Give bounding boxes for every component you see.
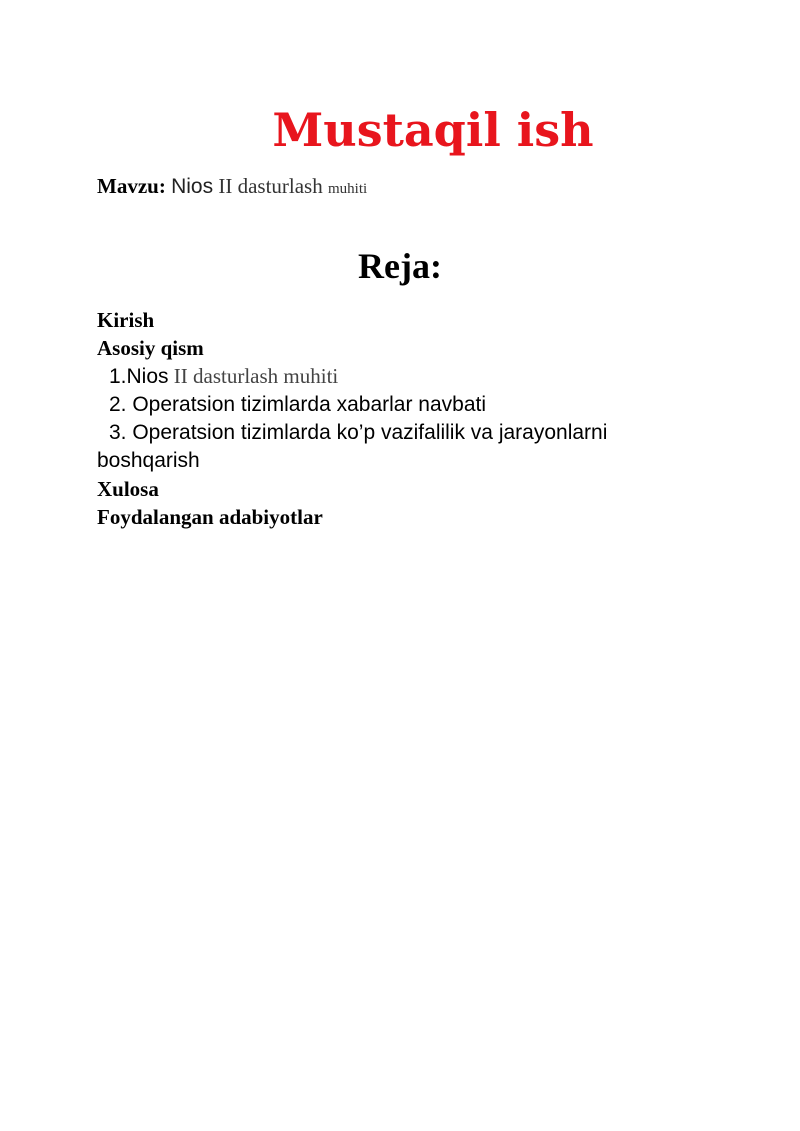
outline-item-1-prefix: 1.Nios [109,365,169,388]
topic-small-text: muhiti [327,181,368,197]
topic-label: Mavzu: [97,174,166,198]
outline-intro: Kirish [97,308,155,332]
topic-line [97,172,367,203]
outline-conclusion: Xulosa [97,477,159,501]
plan-heading: Reja: [358,246,442,286]
topic-text: II dasturlash [218,174,323,198]
topic-nios: Nios [171,175,214,198]
outline-main-part: Asosiy qism [97,336,204,360]
outline-item-2: 2. Operatsion tizimlarda xabarlar navbati [109,393,487,416]
outline-references: Foydalangan adabiyotlar [97,505,323,529]
outline-item-3: 3. Operatsion tizimlarda ko’p vazifalilik va jarayonlarni [109,421,608,444]
document-title: Mustaqil ish [272,103,594,157]
outline-item-1-text: II dasturlash muhiti [173,364,339,388]
plan-outline [97,306,717,531]
outline-item-1 [97,362,717,391]
outline-item-3-continued: boshqarish [97,449,200,472]
